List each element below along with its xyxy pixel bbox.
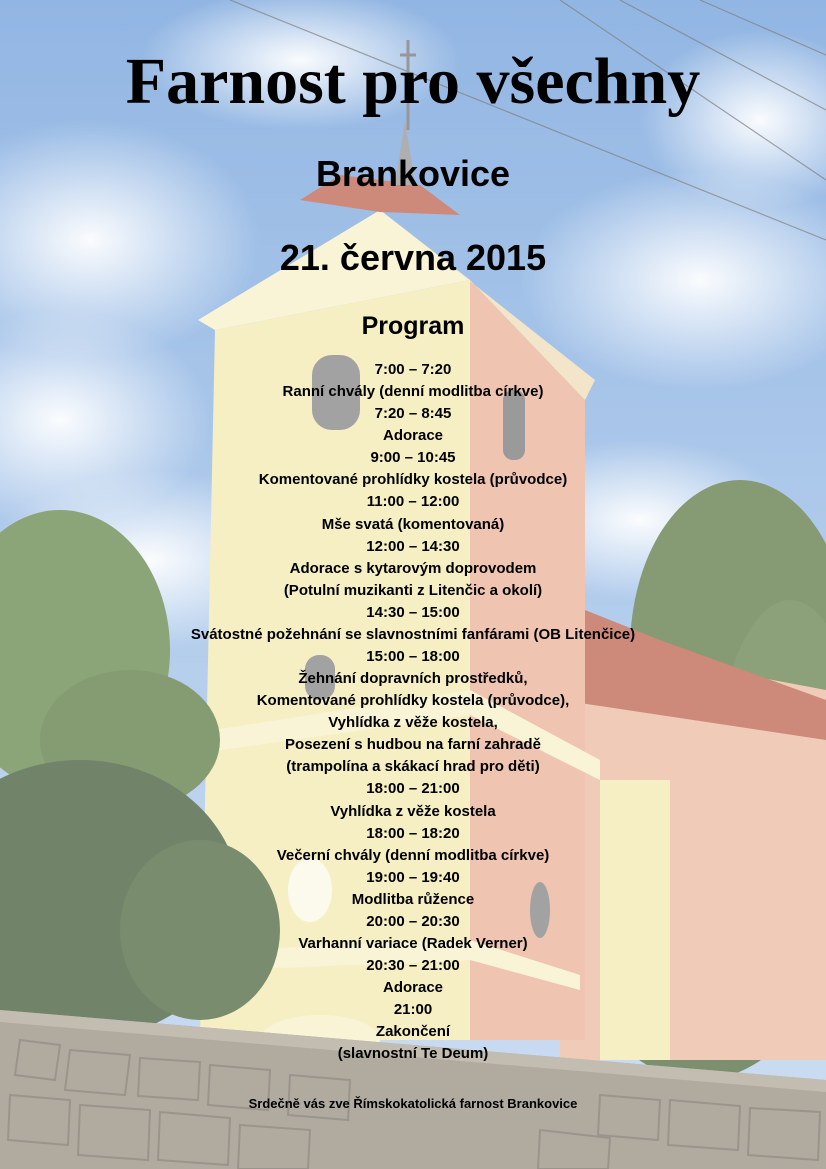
program-line: Vyhlídka z věže kostela, — [328, 714, 498, 732]
program-line: 9:00 – 10:45 — [370, 449, 456, 467]
program-heading: Program — [361, 312, 465, 340]
program-line: Adorace — [382, 427, 444, 445]
program-line: Adorace s kytarovým doprovodem — [289, 559, 537, 577]
program-line: Mše svatá (komentovaná) — [321, 515, 505, 533]
program-line: Ranní chvály (denní modlitba církve) — [282, 383, 544, 401]
program-line: 7:20 – 8:45 — [374, 405, 452, 423]
program-line: 20:30 – 21:00 — [366, 957, 460, 975]
program-line: Komentované prohlídky kostela (průvodce), — [256, 692, 570, 710]
program-line: (slavnostní Te Deum) — [337, 1045, 489, 1063]
poster-title: Farnost pro všechny — [125, 45, 701, 118]
program-line: Zakončení — [375, 1023, 451, 1041]
event-date: 21. června 2015 — [279, 237, 547, 278]
program-line: Komentované prohlídky kostela (průvodce) — [258, 471, 568, 489]
program-line: 18:00 – 18:20 — [366, 824, 460, 842]
program-line: 14:30 – 15:00 — [366, 603, 460, 621]
program-line: 18:00 – 21:00 — [366, 780, 460, 798]
program-line: 19:00 – 19:40 — [366, 868, 460, 886]
program-line: Žehnání dopravních prostředků, — [298, 670, 528, 688]
program-line: Varhanní variace (Radek Verner) — [298, 935, 528, 953]
program-line: 12:00 – 14:30 — [366, 537, 460, 555]
program-line: 15:00 – 18:00 — [366, 648, 460, 666]
program-line: Večerní chvály (denní modlitba církve) — [276, 846, 550, 864]
program-list — [0, 359, 826, 1066]
program-line: (Potulní muzikanti z Litenčic a okolí) — [283, 581, 543, 599]
place-name: Brankovice — [315, 153, 511, 194]
program-line: Vyhlídka z věže kostela — [330, 802, 496, 820]
program-line: 21:00 — [393, 1001, 433, 1019]
program-line: Posezení s hudbou na farní zahradě — [285, 736, 541, 754]
program-line: 7:00 – 7:20 — [374, 361, 452, 378]
program-line: Svátostné požehnání se slavnostními fanfárami (OB Litenčice) — [190, 625, 636, 643]
program-line: Modlitba růžence — [351, 890, 475, 908]
program-line: Adorace — [382, 979, 444, 997]
program-line: (trampolína a skákací hrad pro děti) — [286, 758, 540, 776]
program-line: 20:00 – 20:30 — [366, 912, 460, 930]
program-line: 11:00 – 12:00 — [366, 493, 460, 511]
invitation-footer: Srdečně vás zve Římskokatolická farnost Brankovice — [248, 1096, 578, 1111]
